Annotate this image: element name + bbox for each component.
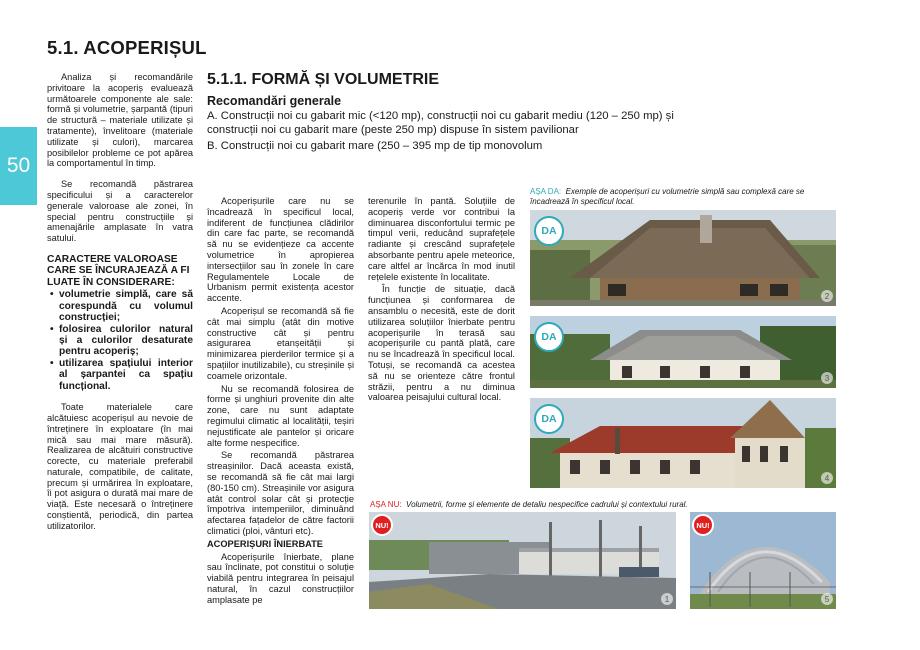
nu-badge: NU! — [371, 514, 393, 536]
left-paragraph: Analiza și recomandările privitoare la acoperiș evaluează următoarele componente ale sale: formă și volumetrie, șarpantă (tipuri de structură – materiale utilizate și tratamente), învelitoare (materiale utilizate și culori), marcarea posibilelor probleme ce pot apărea la comportamentul în timp. — [47, 72, 193, 169]
intro-paragraph-a: A. Construcții noi cu gabarit mic (<120 mp), construcții noi cu gabarit mediu (120 – 250 mp) și construcții noi cu gabarit mare (peste 250 mp) dispuse în sistem pavilionar — [207, 110, 674, 136]
right-column — [368, 196, 515, 403]
subsection-title: 5.1.1. FORMĂ ȘI VOLUMETRIE — [207, 71, 440, 88]
middle-paragraph: Acoperișurile care nu se încadrează în specificul local, indiferent de funcțiunea clădirilor din care fac parte, se recomandă să nu se evidențieze ca accente volumetrice în apropierea intersecțiilor sau în zonele în care Regulamentele Locale de Urbanism permit existența acestor accente. — [207, 196, 354, 304]
photo-number: 2 — [821, 290, 833, 302]
left-column — [47, 72, 193, 532]
middle-paragraph: Se recomandă păstrarea streașinilor. Dacă aceasta există, se recomandă să fie cât mai largi (80-150 cm). Streașinile vor asigura atât control solar cât și protecție împotriva intemperiilor, diminuând afectarea fațadelor de către factorii climatici (ploi, vânturi etc). — [207, 450, 354, 536]
list-item: • utilizarea spațiului interior al șarpantei ca spațiu funcțional. — [47, 358, 193, 392]
list-item: • folosirea culorilor natural și a culorilor desaturate pentru acoperiș; — [47, 324, 193, 358]
photo-da-hip-roof — [530, 316, 836, 388]
photo-number: 5 — [821, 593, 833, 605]
recommendations-heading: Recomandări generale — [207, 94, 342, 108]
green-roofs-heading: ACOPERIȘURI ÎNIERBATE — [207, 538, 323, 549]
valuable-features-heading: CARACTERE VALOROASE CARE SE ÎNCURAJEAZĂ A FI LUATE ÎN CONSIDERARE: — [47, 253, 190, 288]
middle-column — [207, 196, 354, 605]
caption-da-text: Exemple de acoperișuri cu volumetrie simplă sau complexă care se încadrează în specificul local. — [530, 187, 805, 206]
page-number: 50 — [6, 154, 31, 177]
middle-paragraph: Nu se recomandă folosirea de forme și unghiuri provenite din alte zone, care nu sunt adaptate regimului climatic al localității, teșiri nejustificate ale pantelor și oricare alte forme nespecifice. — [207, 383, 354, 448]
photo-da-complex-roof — [530, 398, 836, 488]
right-paragraph: În funcție de situație, dacă funcțiunea și conformarea de ansamblu o necesită, este de dorit utilizarea soluțiilor înierbate pentru acoperișurile în terasă sau acoperișurile cu pantă plată, care nu se încadrează în specificul local. Totuși, se recomandă ca acestea să nu se orienteze către frontul străzii, pentru a nu diminua valoarea peisajului cultural local. — [368, 284, 515, 403]
photo-number: 1 — [661, 593, 673, 605]
page-number-tab — [0, 127, 37, 205]
photo-nu-industrial — [369, 512, 676, 609]
photo-nu-hangar — [690, 512, 836, 609]
caption-nu — [370, 500, 830, 510]
nu-badge: NU! — [692, 514, 714, 536]
right-paragraph: terenurile în pantă. Soluțiile de acoperiș verde vor contribui la diminuarea disconfortului termic pe timpul verii, reducând suprafețele radiante și crescând suprafețele absorbante pentru apele meteorice, care altfel ar încărca în mod inutil rețelele existente în localitate. — [368, 196, 515, 282]
left-paragraph: Toate materialele care alcătuiesc acoperișul au nevoie de întreținere în exploatare (în mai mică sau mai mare măsură). Realizarea de alcătuiri constructive corecte, cu materiale preferabil naturale, compatibile, de calitate, precum și urmărirea în exploatare, îi pot asigura o durată mai mare de viață. Este necesară o întreținere conștientă, periodică, din partea utilizatorilor. — [47, 402, 193, 531]
photo-number: 4 — [821, 472, 833, 484]
intro-paragraph-b: B. Construcții noi cu gabarit mare (250 – 395 mp de tip monovolum — [207, 140, 543, 152]
caption-nu-text: Volumetrii, forme și elemente de detaliu nespecifice cadrului și contextului rural. — [406, 500, 688, 509]
da-badge: DA — [534, 322, 564, 352]
valuable-features-list — [47, 289, 193, 392]
photo-da-wooden-house — [530, 210, 836, 306]
caption-nu-lead: AȘA NU: — [370, 500, 402, 509]
section-title: 5.1. ACOPERIȘUL — [47, 37, 207, 58]
da-badge: DA — [534, 404, 564, 434]
middle-paragraph: Acoperișurile înierbate, plane sau înclinate, pot constitui o soluție viabilă pentru integrarea în peisajul natural, în cazul construcțiilor amplasate pe — [207, 551, 354, 605]
photo-number: 3 — [821, 372, 833, 384]
caption-da-lead: AȘA DA: — [530, 187, 562, 196]
caption-da — [530, 187, 840, 206]
middle-paragraph: Acoperișul se recomandă să fie cât mai simplu (atât din motive constructive cât și pentru asigurarea etanșeității și minimizarea pierderilor termice și a spațiilor inutilizabile), cu streșinile și coamele orizontale. — [207, 305, 354, 381]
da-badge: DA — [534, 216, 564, 246]
list-item: • volumetrie simplă, care să corespundă cu volumul construcției; — [47, 289, 193, 323]
left-paragraph: Se recomandă păstrarea specificului și a caracterelor generale valoroase ale zonei, în special pentru construcțiile și amenajările amplasate în vatra satului. — [47, 179, 193, 244]
